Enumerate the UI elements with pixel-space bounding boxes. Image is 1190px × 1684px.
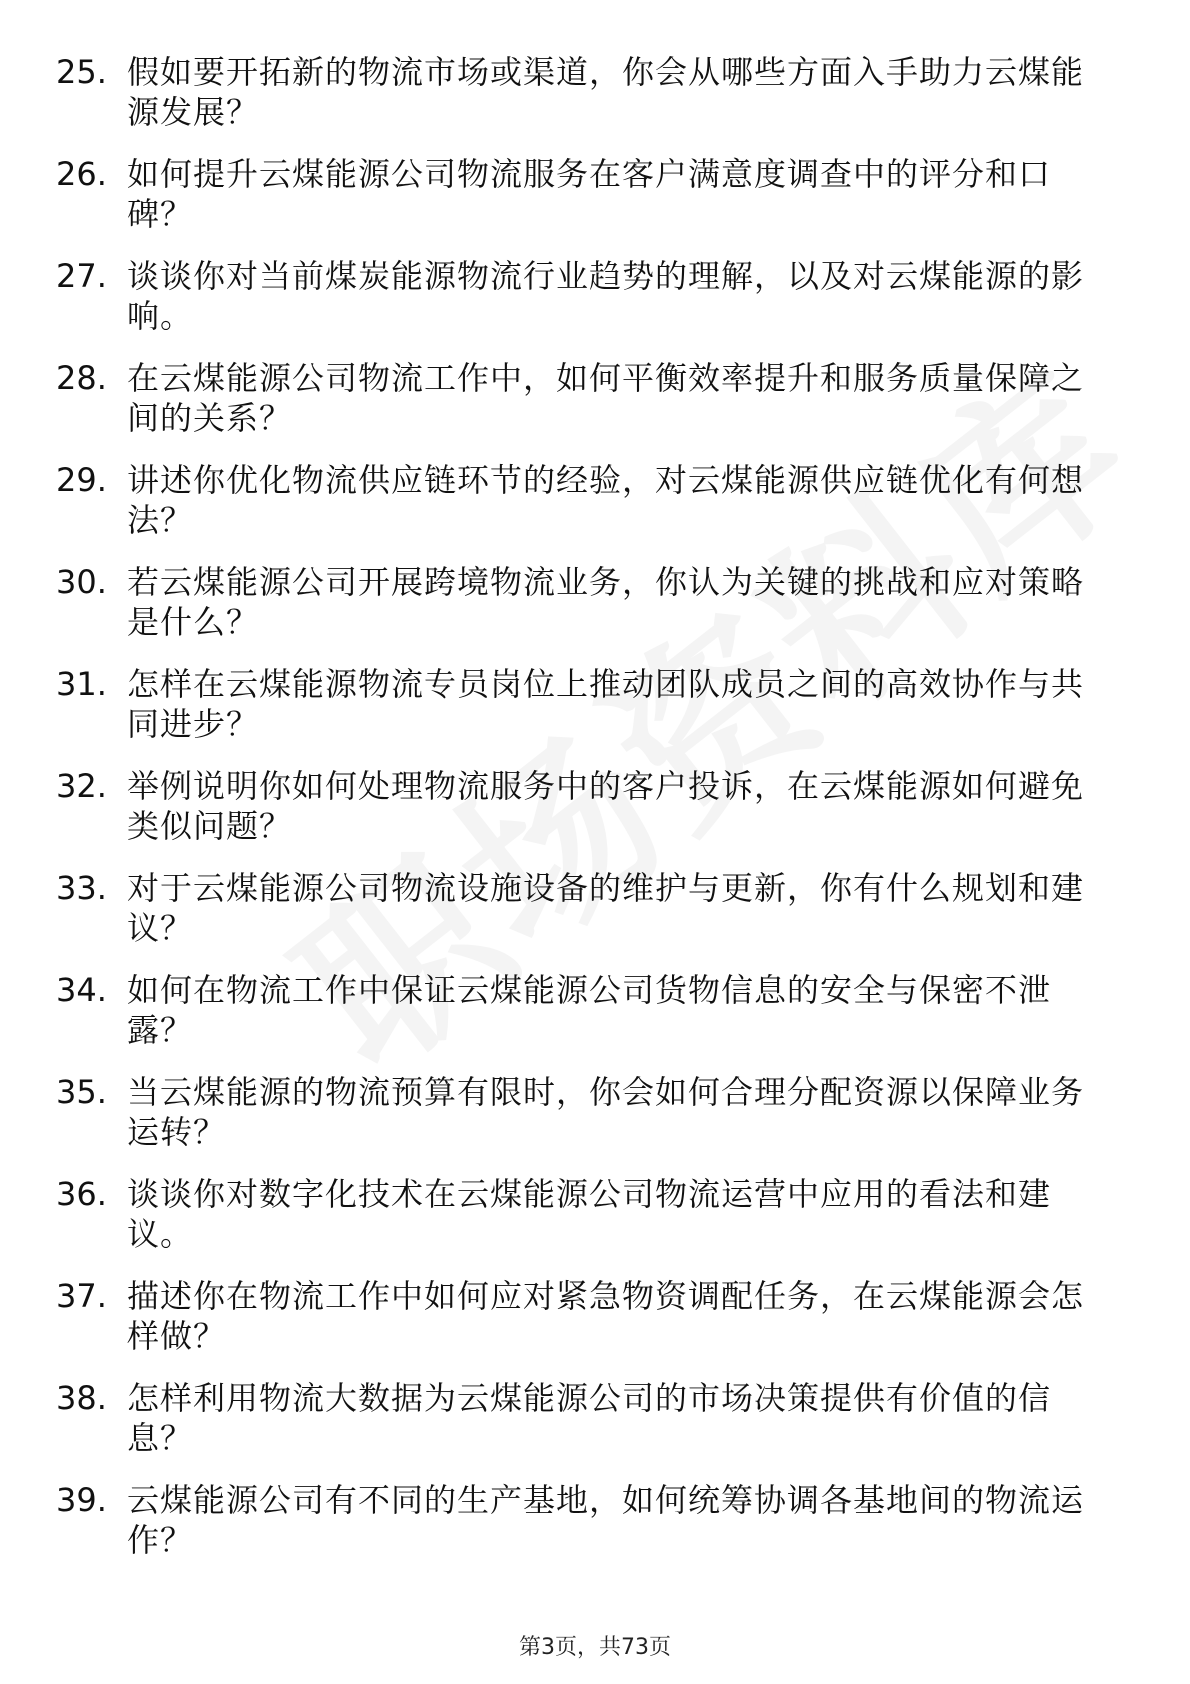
question-item xyxy=(56,1276,1116,1378)
question-text: 怎样利用物流大数据为云煤能源公司的市场决策提供有价值的信息？ xyxy=(127,1379,1052,1457)
question-number: 35. xyxy=(56,1073,107,1111)
page-footer: 第3页，共73页 xyxy=(519,1635,671,1660)
question-number: 39. xyxy=(56,1481,107,1519)
question-text: 在云煤能源公司物流工作中，如何平衡效率提升和服务质量保障之间的关系？ xyxy=(127,359,1085,437)
question-number: 30. xyxy=(56,563,107,601)
question-item xyxy=(56,868,1116,970)
question-item xyxy=(56,52,1116,154)
question-text: 举例说明你如何处理物流服务中的客户投诉，在云煤能源如何避免类似问题？ xyxy=(127,767,1085,845)
question-number: 37. xyxy=(56,1277,107,1315)
question-text: 谈谈你对数字化技术在云煤能源公司物流运营中应用的看法和建议。 xyxy=(127,1175,1052,1253)
question-number: 26. xyxy=(56,155,107,193)
question-item xyxy=(56,1378,1116,1480)
question-number: 28. xyxy=(56,359,107,397)
question-text: 谈谈你对当前煤炭能源物流行业趋势的理解，以及对云煤能源的影响。 xyxy=(127,257,1085,335)
question-text: 当云煤能源的物流预算有限时，你会如何合理分配资源以保障业务运转？ xyxy=(127,1073,1085,1151)
question-text: 假如要开拓新的物流市场或渠道，你会从哪些方面入手助力云煤能源发展？ xyxy=(127,53,1085,131)
question-item xyxy=(56,970,1116,1072)
question-number: 29. xyxy=(56,461,107,499)
question-number: 25. xyxy=(56,53,107,91)
question-item xyxy=(56,664,1116,766)
question-item xyxy=(56,766,1116,868)
question-text: 如何提升云煤能源公司物流服务在客户满意度调查中的评分和口碑？ xyxy=(127,155,1052,233)
question-text: 怎样在云煤能源物流专员岗位上推动团队成员之间的高效协作与共同进步？ xyxy=(127,665,1085,743)
question-number: 32. xyxy=(56,767,107,805)
question-number: 34. xyxy=(56,971,107,1009)
question-number: 33. xyxy=(56,869,107,907)
question-item xyxy=(56,358,1116,460)
question-number: 27. xyxy=(56,257,107,295)
question-text: 讲述你优化物流供应链环节的经验，对云煤能源供应链优化有何想法？ xyxy=(127,461,1085,539)
question-item xyxy=(56,256,1116,358)
question-item xyxy=(56,1480,1116,1582)
question-item xyxy=(56,1072,1116,1174)
question-item xyxy=(56,154,1116,256)
question-item xyxy=(56,562,1116,664)
question-text: 云煤能源公司有不同的生产基地，如何统筹协调各基地间的物流运作？ xyxy=(127,1481,1085,1559)
question-text: 描述你在物流工作中如何应对紧急物资调配任务，在云煤能源会怎样做？ xyxy=(127,1277,1085,1355)
question-list xyxy=(56,52,1116,1582)
question-number: 31. xyxy=(56,665,107,703)
question-number: 38. xyxy=(56,1379,107,1417)
question-text: 若云煤能源公司开展跨境物流业务，你认为关键的挑战和应对策略是什么？ xyxy=(127,563,1085,641)
question-text: 如何在物流工作中保证云煤能源公司货物信息的安全与保密不泄露？ xyxy=(127,971,1052,1049)
question-item xyxy=(56,460,1116,562)
question-item xyxy=(56,1174,1116,1276)
question-number: 36. xyxy=(56,1175,107,1213)
question-text: 对于云煤能源公司物流设施设备的维护与更新，你有什么规划和建议？ xyxy=(127,869,1085,947)
